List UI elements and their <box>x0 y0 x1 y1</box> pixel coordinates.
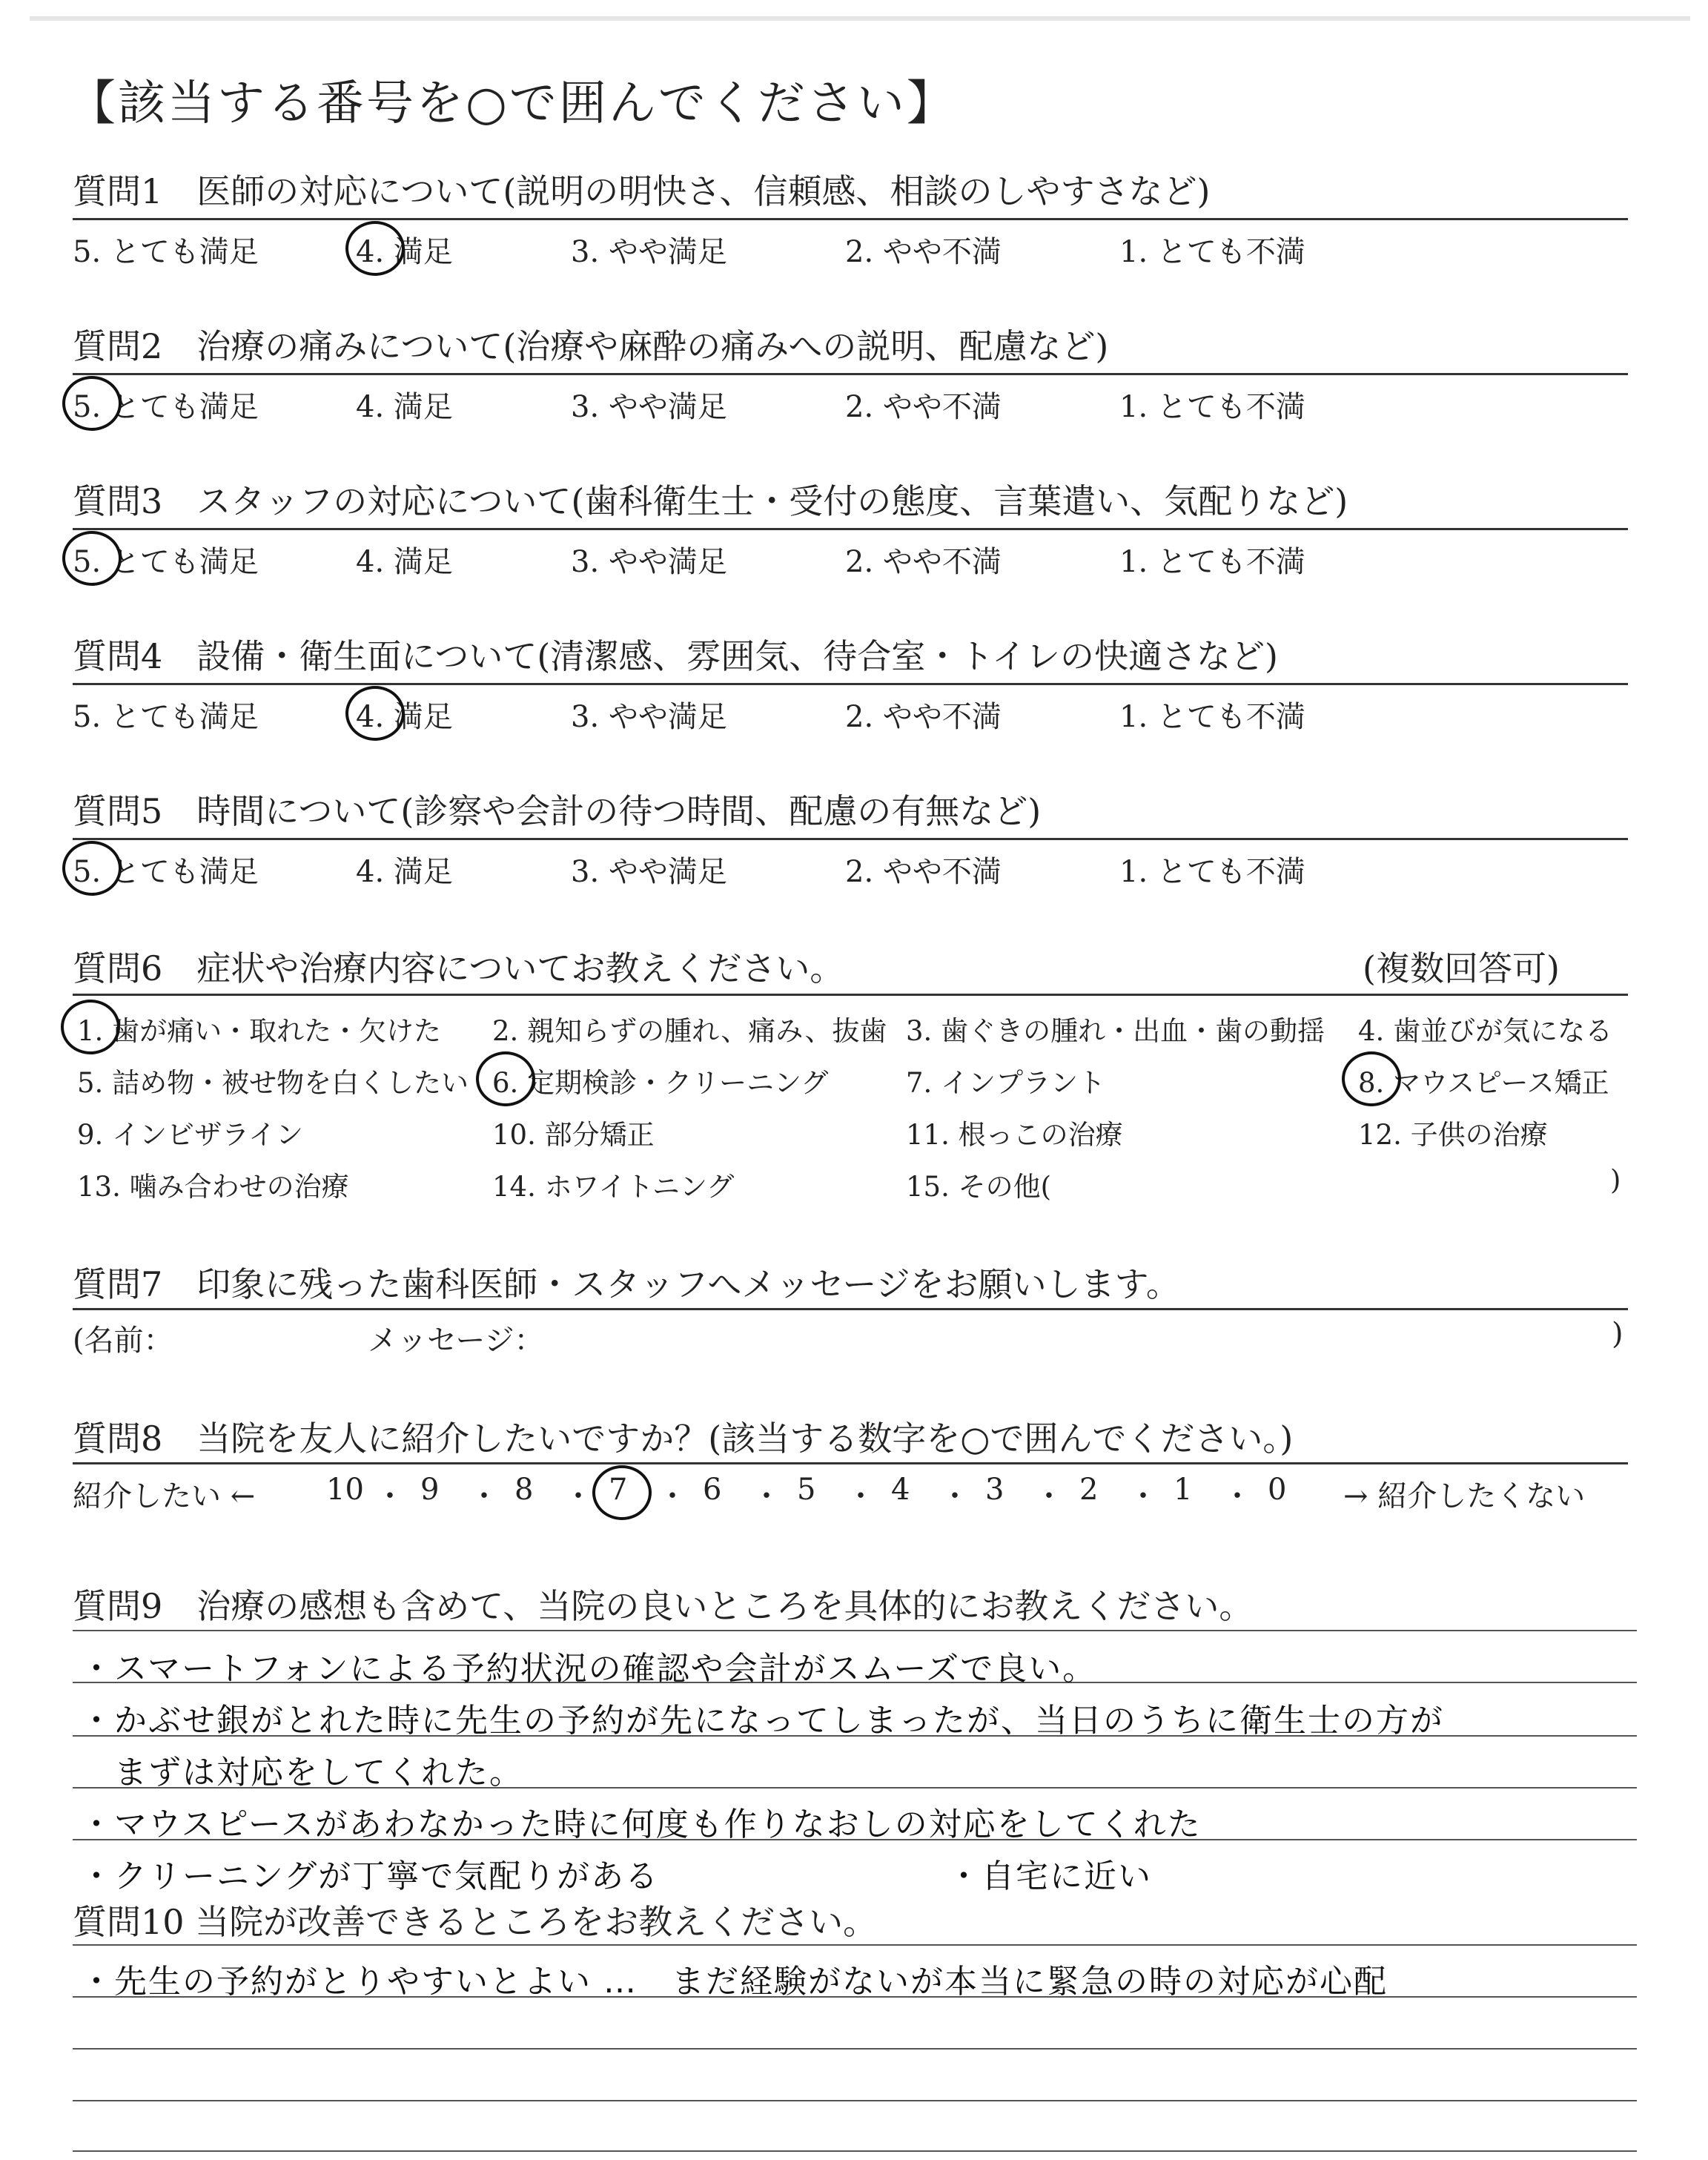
question-4-option[interactable]: 3. やや満足 <box>571 700 727 734</box>
recommend-right-label: → 紹介したくない <box>1343 1479 1586 1513</box>
treatment-option[interactable]: 9. インビザライン <box>77 1119 303 1151</box>
question-3-option[interactable]: 1. とても不満 <box>1119 545 1305 579</box>
treatment-option[interactable]: 5. 詰め物・被せ物を白くしたい <box>77 1067 469 1099</box>
question-rule <box>73 373 1628 375</box>
handwritten-answer: ・かぶせ銀がとれた時に先生の予約が先になってしまったが、当日のうちに衛生士の方が <box>80 1702 1444 1740</box>
question-6-heading: 質問6 症状や治療内容についてお教えください。 <box>73 948 844 988</box>
question-1-option[interactable]: 3. やや満足 <box>571 235 727 269</box>
scale-separator: ・ <box>940 1479 970 1513</box>
scale-separator: ・ <box>1222 1479 1252 1513</box>
treatment-option[interactable]: 1. 歯が痛い・取れた・欠けた <box>77 1015 442 1047</box>
question-rule <box>73 838 1628 840</box>
selection-circle <box>1342 1051 1401 1106</box>
recommend-score[interactable]: 2 <box>1079 1473 1099 1507</box>
scale-separator: ・ <box>658 1479 687 1513</box>
answer-line <box>73 2150 1637 2152</box>
recommend-score[interactable]: 10 <box>326 1473 364 1507</box>
question-1-heading: 質問1 医師の対応について(説明の明快さ、信頼感、相談のしやすさなど) <box>73 171 1211 211</box>
question-2-option[interactable]: 5. とても満足 <box>73 390 259 424</box>
recommend-score[interactable]: 4 <box>891 1473 910 1507</box>
recommend-score[interactable]: 5 <box>797 1473 816 1507</box>
selection-circle <box>345 686 405 741</box>
selection-circle <box>61 1000 120 1054</box>
question-9-heading: 質問9 治療の感想も含めて、当院の良いところを具体的にお教えください。 <box>73 1586 1254 1626</box>
question-10-heading: 質問10 当院が改善できるところをお教えください。 <box>73 1902 878 1942</box>
question-rule <box>73 218 1628 220</box>
treatment-option[interactable]: 3. 歯ぐきの腫れ・出血・歯の動揺 <box>906 1015 1325 1047</box>
question-1-option[interactable]: 1. とても不満 <box>1119 235 1305 269</box>
question-6-rule <box>73 994 1628 996</box>
question-4-option[interactable]: 2. やや不満 <box>845 700 1002 734</box>
treatment-option[interactable]: 14. ホワイトニング <box>492 1171 735 1203</box>
scale-separator: ・ <box>752 1479 781 1513</box>
handwritten-answer: ・自宅に近い <box>947 1857 1152 1895</box>
handwritten-answer: ・マウスピースがあわなかった時に何度も作りなおしの対応をしてくれた <box>80 1806 1202 1843</box>
treatment-option[interactable]: 13. 噛み合わせの治療 <box>77 1171 349 1203</box>
selection-circle <box>62 841 122 896</box>
question-4-option[interactable]: 4. 満足 <box>356 700 453 734</box>
treatment-option[interactable]: 6. 定期検診・クリーニング <box>492 1067 829 1099</box>
answer-line <box>73 2048 1637 2050</box>
top-border <box>30 16 1690 21</box>
question-5-option[interactable]: 2. やや不満 <box>845 855 1002 889</box>
question-3-option[interactable]: 3. やや満足 <box>571 545 727 579</box>
question-3-option[interactable]: 4. 満足 <box>356 545 453 579</box>
question-rule <box>73 683 1628 685</box>
treatment-option[interactable]: 11. 根っこの治療 <box>906 1119 1123 1151</box>
recommend-score[interactable]: 0 <box>1268 1473 1287 1507</box>
treatment-option[interactable]: 12. 子供の治療 <box>1358 1119 1548 1151</box>
close-paren: ) <box>1612 1317 1623 1351</box>
question-2-option[interactable]: 1. とても不満 <box>1119 390 1305 424</box>
question-2-option[interactable]: 3. やや満足 <box>571 390 727 424</box>
question-3-option[interactable]: 2. やや不満 <box>845 545 1002 579</box>
question-7-heading: 質問7 印象に残った歯科医師・スタッフへメッセージをお願いします。 <box>73 1264 1180 1304</box>
recommend-score[interactable]: 3 <box>985 1473 1004 1507</box>
treatment-option[interactable]: 10. 部分矯正 <box>492 1119 655 1151</box>
selection-circle <box>345 221 405 276</box>
treatment-option[interactable]: ) <box>1610 1164 1621 1196</box>
scale-separator: ・ <box>563 1479 593 1513</box>
scale-separator: ・ <box>1034 1479 1064 1513</box>
question-5-option[interactable]: 4. 満足 <box>356 855 453 889</box>
selection-circle <box>62 376 122 431</box>
question-2-option[interactable]: 2. やや不満 <box>845 390 1002 424</box>
handwritten-answer: まずは対応をしてくれた。 <box>80 1754 523 1791</box>
question-4-heading: 質問4 設備・衛生面について(清潔感、雰囲気、待合室・トイレの快適さなど) <box>73 636 1278 676</box>
question-2-option[interactable]: 4. 満足 <box>356 390 453 424</box>
answer-line <box>73 1944 1637 1946</box>
recommend-left-label: 紹介したい ← <box>73 1479 256 1513</box>
selection-circle <box>62 531 122 586</box>
question-4-option[interactable]: 5. とても満足 <box>73 700 259 734</box>
treatment-option[interactable]: 7. インプラント <box>906 1067 1106 1099</box>
message-label: メッセージ： <box>368 1324 544 1358</box>
question-7-rule <box>73 1308 1628 1310</box>
question-5-option[interactable]: 5. とても満足 <box>73 855 259 889</box>
recommend-score[interactable]: 7 <box>609 1473 628 1507</box>
recommend-score[interactable]: 8 <box>514 1473 534 1507</box>
treatment-option[interactable]: 2. 親知らずの腫れ、痛み、抜歯 <box>492 1015 887 1047</box>
question-5-option[interactable]: 3. やや満足 <box>571 855 727 889</box>
question-8-heading: 質問8 当院を友人に紹介したいですか？(該当する数字を○で囲んでください。) <box>73 1418 1294 1459</box>
handwritten-answer: ・スマートフォンによる予約状況の確認や会計がスムーズで良い。 <box>80 1650 1097 1688</box>
question-3-option[interactable]: 5. とても満足 <box>73 545 259 579</box>
question-2-heading: 質問2 治療の痛みについて(治療や麻酔の痛みへの説明、配慮など) <box>73 326 1109 366</box>
answer-line <box>73 2100 1637 2101</box>
treatment-option[interactable]: 15. その他( <box>906 1171 1052 1203</box>
question-4-option[interactable]: 1. とても不満 <box>1119 700 1305 734</box>
recommend-score[interactable]: 1 <box>1174 1473 1193 1507</box>
selection-circle <box>476 1051 535 1106</box>
scale-separator: ・ <box>1128 1479 1158 1513</box>
scale-separator: ・ <box>846 1479 875 1513</box>
answer-line <box>73 1630 1637 1631</box>
scale-separator: ・ <box>469 1479 499 1513</box>
question-1-option[interactable]: 4. 満足 <box>356 235 453 269</box>
scale-separator: ・ <box>375 1479 405 1513</box>
recommend-score[interactable]: 9 <box>420 1473 440 1507</box>
selection-circle <box>592 1465 652 1520</box>
treatment-option[interactable]: 4. 歯並びが気になる <box>1358 1015 1613 1047</box>
question-1-option[interactable]: 5. とても満足 <box>73 235 259 269</box>
handwritten-answer: ・クリーニングが丁寧で気配りがある <box>80 1857 660 1895</box>
page-title: 【該当する番号を○で囲んでください】 <box>68 76 956 131</box>
name-label: (名前： <box>73 1324 173 1358</box>
question-5-heading: 質問5 時間について(診察や会計の待つ時間、配慮の有無など) <box>73 791 1042 831</box>
question-1-option[interactable]: 2. やや不満 <box>845 235 1002 269</box>
recommend-score[interactable]: 6 <box>703 1473 722 1507</box>
multiple-answer-note: (複数回答可) <box>1363 948 1560 988</box>
question-8-rule <box>73 1462 1628 1464</box>
question-rule <box>73 528 1628 530</box>
treatment-option[interactable]: 8. マウスピース矯正 <box>1358 1067 1609 1099</box>
handwritten-answer: ・先生の予約がとりやすいとよい … まだ経験がないが本当に緊急の時の対応が心配 <box>80 1963 1388 2001</box>
question-3-heading: 質問3 スタッフの対応について(歯科衛生士・受付の態度、言葉遣い、気配りなど) <box>73 481 1348 521</box>
question-5-option[interactable]: 1. とても不満 <box>1119 855 1305 889</box>
